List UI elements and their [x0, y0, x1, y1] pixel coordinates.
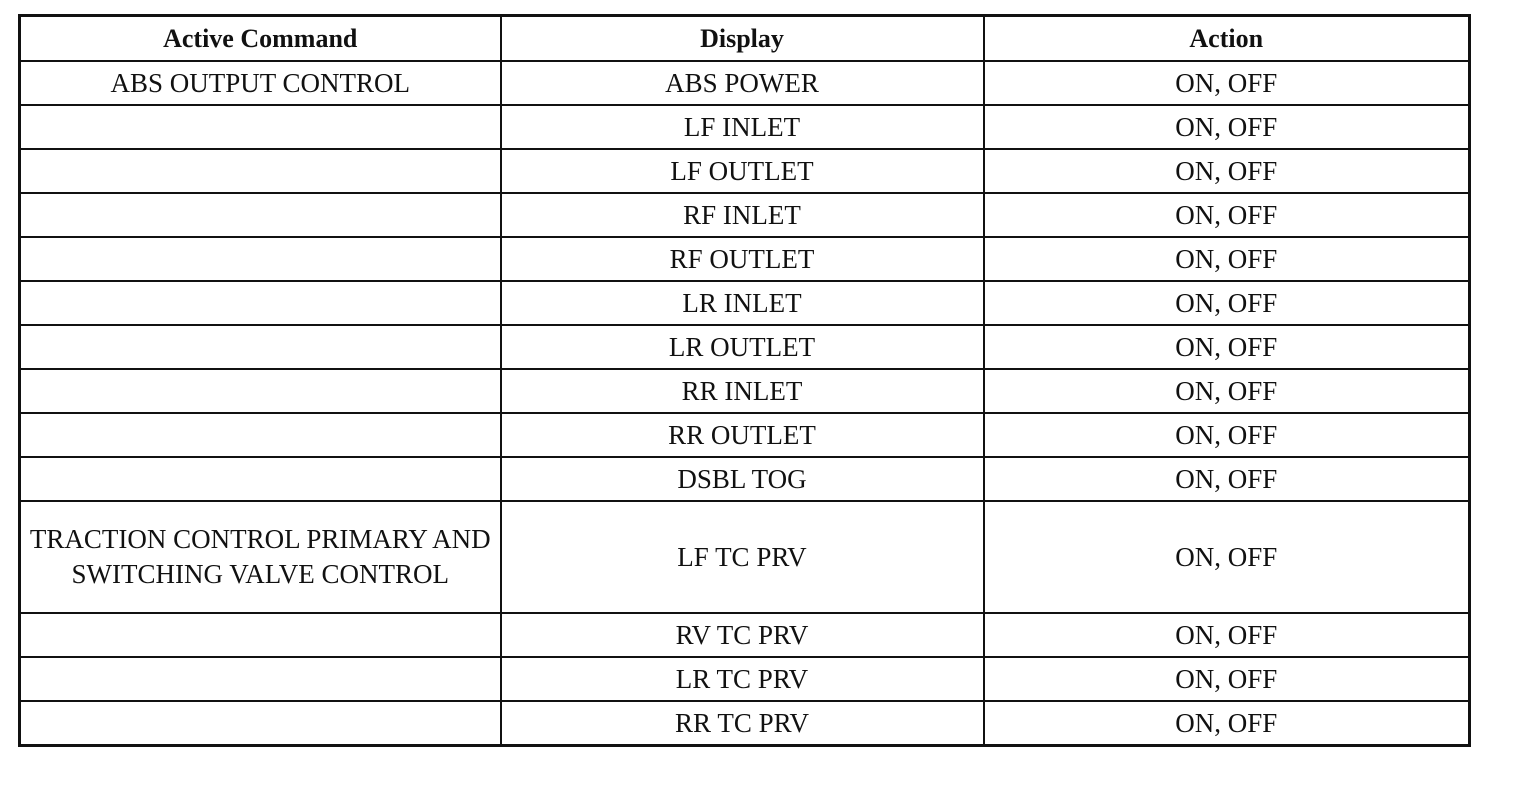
header-display: Display — [501, 16, 984, 62]
cell-active-command: ABS OUTPUT CONTROL — [20, 61, 501, 105]
cell-display: LR OUTLET — [501, 325, 984, 369]
cell-action: ON, OFF — [984, 281, 1470, 325]
cell-active-command — [20, 281, 501, 325]
table-row — [20, 501, 1470, 613]
cell-active-command — [20, 613, 501, 657]
cell-action: ON, OFF — [984, 325, 1470, 369]
header-active-command: Active Command — [20, 16, 501, 62]
cell-display: LR TC PRV — [501, 657, 984, 701]
cell-action: ON, OFF — [984, 657, 1470, 701]
cell-display: RR OUTLET — [501, 413, 984, 457]
cell-action: ON, OFF — [984, 149, 1470, 193]
table-header-row — [20, 16, 1470, 62]
cell-action: ON, OFF — [984, 501, 1470, 613]
cell-action: ON, OFF — [984, 701, 1470, 746]
cell-display: RV TC PRV — [501, 613, 984, 657]
cell-active-command — [20, 237, 501, 281]
cell-action: ON, OFF — [984, 613, 1470, 657]
cell-action: ON, OFF — [984, 61, 1470, 105]
cell-display: LF TC PRV — [501, 501, 984, 613]
cell-display: RR TC PRV — [501, 701, 984, 746]
cell-display: DSBL TOG — [501, 457, 984, 501]
cell-active-command — [20, 149, 501, 193]
cell-display: ABS POWER — [501, 61, 984, 105]
cell-active-command — [20, 369, 501, 413]
cell-action: ON, OFF — [984, 369, 1470, 413]
cell-action: ON, OFF — [984, 457, 1470, 501]
cell-action: ON, OFF — [984, 237, 1470, 281]
cell-active-command — [20, 657, 501, 701]
header-action: Action — [984, 16, 1470, 62]
table-row — [20, 701, 1470, 746]
command-table — [18, 14, 1471, 747]
table-row — [20, 457, 1470, 501]
table-row — [20, 193, 1470, 237]
cell-active-command — [20, 413, 501, 457]
table-row — [20, 149, 1470, 193]
table-row — [20, 413, 1470, 457]
cell-active-command — [20, 325, 501, 369]
table-row — [20, 281, 1470, 325]
cell-display: LR INLET — [501, 281, 984, 325]
table-row — [20, 237, 1470, 281]
table-row — [20, 613, 1470, 657]
cell-active-command — [20, 701, 501, 746]
cell-action: ON, OFF — [984, 413, 1470, 457]
cell-display: RR INLET — [501, 369, 984, 413]
cell-active-command — [20, 193, 501, 237]
table-row — [20, 369, 1470, 413]
table-row — [20, 105, 1470, 149]
table-row — [20, 657, 1470, 701]
cell-display: RF OUTLET — [501, 237, 984, 281]
cell-active-command: TRACTION CONTROL PRIMARY AND SWITCHING VALVE CONTROL — [20, 501, 501, 613]
cell-active-command — [20, 105, 501, 149]
cell-active-command — [20, 457, 501, 501]
table-row — [20, 325, 1470, 369]
cell-action: ON, OFF — [984, 105, 1470, 149]
cell-action: ON, OFF — [984, 193, 1470, 237]
cell-display: RF INLET — [501, 193, 984, 237]
table-row — [20, 61, 1470, 105]
cell-display: LF OUTLET — [501, 149, 984, 193]
cell-display: LF INLET — [501, 105, 984, 149]
